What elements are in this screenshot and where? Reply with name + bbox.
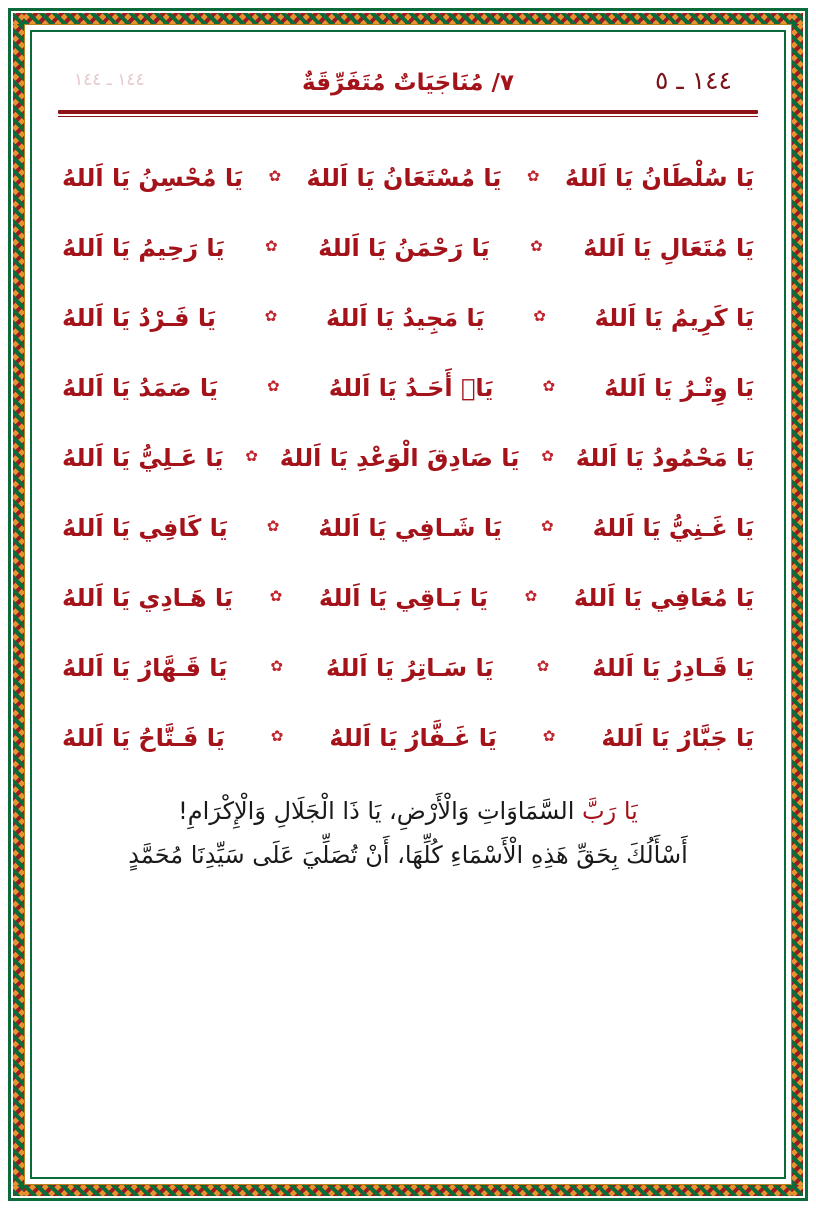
page-watermark: ١٤٤ ـ ١٤٤ [74, 70, 145, 90]
invocation-segment: يَا مَجِيدُ يَا اَللهُ [325, 304, 485, 332]
header-rule [58, 110, 758, 114]
floral-separator-icon: ✿ [542, 727, 556, 745]
floral-separator-icon: ✿ [541, 447, 554, 465]
invocation-row [56, 493, 760, 563]
invocation-segment: يَا كَافِي يَا اَللهُ [62, 514, 228, 542]
invocation-segment: يَا هَـادِي يَا اَللهُ [62, 584, 233, 612]
floral-separator-icon: ✿ [526, 167, 540, 185]
invocation-segment: يَا مُحْسِنُ يَا اَللهُ [62, 164, 243, 192]
invocation-segment: يَا مُتَعَالِ يَا اَللهُ [583, 234, 754, 262]
page-content [38, 38, 778, 1171]
floral-separator-icon: ✿ [266, 517, 280, 535]
closing-dua [56, 789, 760, 878]
closing-line-1 [56, 789, 760, 833]
floral-separator-icon: ✿ [533, 307, 546, 325]
floral-separator-icon: ✿ [530, 237, 543, 255]
closing-line-1-rest: السَّمَاوَاتِ وَالْأَرْضِ، يَا ذَا الْجَلَالِ وَالْإِكْرَامِ! [178, 797, 583, 825]
invocation-segment: يَا رَحِيمُ يَا اَللهُ [62, 234, 225, 262]
invocation-row [56, 353, 760, 423]
invocation-segment: يَا قَـهَّارُ يَا اَللهُ [62, 654, 228, 682]
invocation-segment: يَا سُلْطَانُ يَا اَللهُ [565, 164, 754, 192]
invocation-segment: يَا مُعَافِي يَا اَللهُ [573, 584, 754, 612]
invocation-segment: يَا كَرِيمُ يَا اَللهُ [594, 304, 754, 332]
invocation-segment: يَا مُسْتَعَانُ يَا اَللهُ [306, 164, 502, 192]
invocation-segment: يَا وِتْـرُ يَا اَللهُ [604, 374, 754, 402]
floral-separator-icon: ✿ [268, 167, 282, 185]
invocation-segment: يَا صَادِقَ الْوَعْدِ يَا اَللهُ [279, 444, 520, 472]
invocation-row [56, 563, 760, 633]
floral-separator-icon: ✿ [267, 377, 280, 395]
closing-line-2: أَسْأَلُكَ بِحَقِّ هَذِهِ الْأَسْمَاءِ كُلِّهَا، أَنْ تُصَلِّيَ عَلَى سَيِّدِنَا مُحَمَّدٍ [128, 841, 688, 870]
header-rule-thin [58, 116, 758, 117]
floral-separator-icon: ✿ [270, 657, 283, 675]
invocation-row [56, 143, 760, 213]
invocation-segment: يَا سَـاتِرُ يَا اَللهُ [326, 654, 494, 682]
invocation-row [56, 213, 760, 283]
invocation-segment: يَا غَـنِيُّ يَا اَللهُ [592, 514, 754, 542]
invocation-row [56, 423, 760, 493]
floral-separator-icon: ✿ [536, 657, 550, 675]
floral-separator-icon: ✿ [264, 237, 278, 255]
page-number: ١٤٤ ـ ٥ [655, 66, 732, 95]
invocation-segment: يَاۤ أَحَـدُ يَا اَللهُ [328, 374, 494, 402]
invocation-segment: يَا فَـرْدُ يَا اَللهُ [62, 304, 216, 332]
invocation-row [56, 283, 760, 353]
invocation-segment: يَا قَـادِرُ يَا اَللهُ [592, 654, 754, 682]
floral-separator-icon: ✿ [270, 727, 284, 745]
invocation-segment: يَا صَمَدُ يَا اَللهُ [62, 374, 218, 402]
invocation-segment: يَا رَحْمَنُ يَا اَللهُ [318, 234, 490, 262]
floral-separator-icon: ✿ [542, 377, 556, 395]
floral-separator-icon: ✿ [245, 447, 258, 465]
invocation-row [56, 633, 760, 703]
invocation-segment: يَا جَبَّارُ يَا اَللهُ [601, 724, 754, 752]
floral-separator-icon: ✿ [524, 587, 538, 605]
invocation-segment: يَا فَـتَّاحُ يَا اَللهُ [62, 724, 225, 752]
invocation-segment: يَا عَـلِيُّ يَا اَللهُ [62, 444, 224, 472]
page-header [56, 60, 760, 106]
floral-separator-icon: ✿ [540, 517, 554, 535]
invocation-row [56, 703, 760, 773]
invocation-list [56, 143, 760, 773]
invocation-segment: يَا مَحْمُودُ يَا اَللهُ [575, 444, 754, 472]
invocation-segment: يَا بَـاقِي يَا اَللهُ [318, 584, 488, 612]
invocation-segment: يَا غَـفَّارُ يَا اَللهُ [329, 724, 497, 752]
invocation-segment: يَا شَـافِي يَا اَللهُ [318, 514, 502, 542]
floral-separator-icon: ✿ [264, 307, 278, 325]
closing-line-1-highlight: يَا رَبَّ [582, 797, 638, 825]
page-title: ٧/ مُنَاجَيَاتٌ مُتَفَرِّقَةٌ [302, 70, 514, 96]
floral-separator-icon: ✿ [269, 587, 283, 605]
